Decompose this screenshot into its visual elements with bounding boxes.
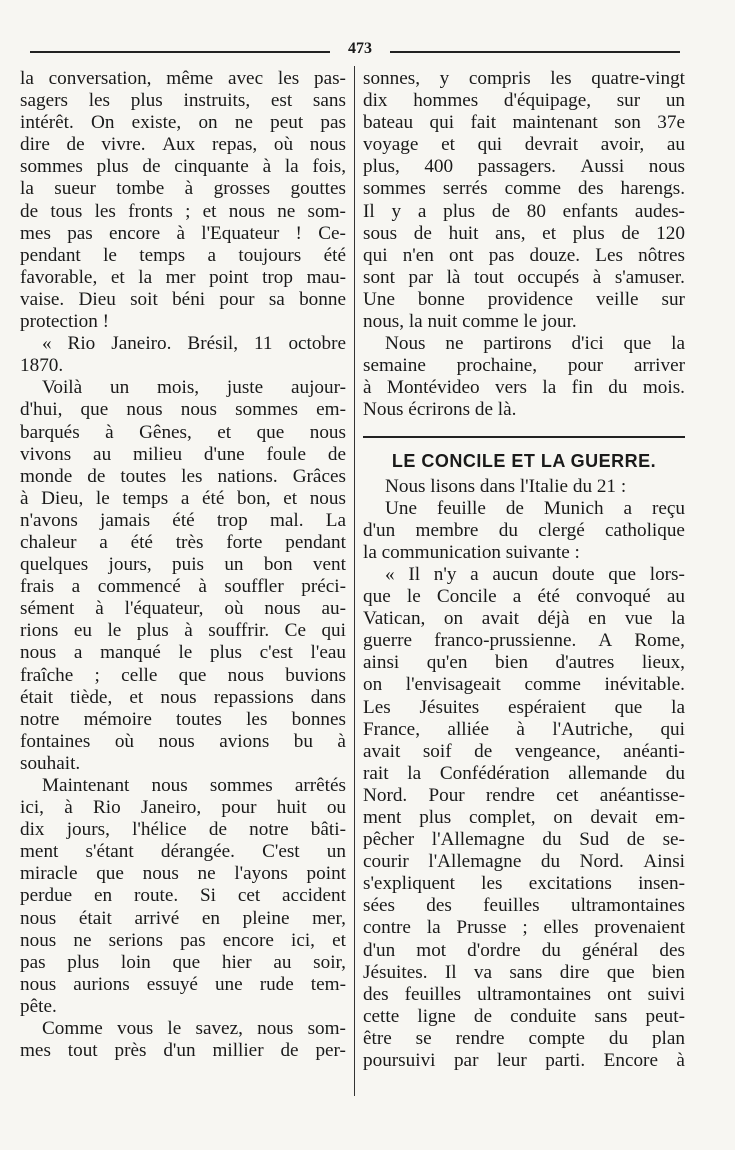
text-line: d'un mot d'ordre du général des	[363, 939, 685, 961]
text-line: poursuivi par leur parti. Encore à	[363, 1050, 685, 1072]
text-line: sous de huit ans, et plus de 120	[363, 222, 685, 244]
text-line: la conversation, même avec les pas-	[20, 68, 346, 89]
text-line: Une feuille de Munich a reçu	[385, 497, 685, 519]
text-line: était tiède, et nous repassions dans	[20, 686, 346, 708]
text-line: sées des feuilles ultramontaines	[363, 895, 685, 917]
text-line: n'avons jamais été trop mal. La	[20, 509, 346, 531]
text-line: sommes plus de cinquante à la fois,	[20, 156, 346, 178]
text-line: pendant le temps a toujours été	[20, 244, 346, 266]
text-line: protection !	[20, 311, 109, 333]
text-line: à Dieu, le temps a été bon, et nous	[20, 487, 346, 509]
text-line: voyage et qui devrait avoir, au	[363, 134, 685, 156]
page-number: 473	[348, 40, 372, 57]
column-divider	[354, 66, 355, 1096]
text-line: contre la Prusse ; elles provenaient	[363, 917, 685, 939]
text-line: Nous écrirons de là.	[363, 399, 517, 421]
text-line: nous aurions essuyé une rude tem-	[20, 973, 346, 995]
text-line: ainsi qu'en bien d'autres lieux,	[363, 652, 685, 674]
text-line: Il y a plus de 80 enfants audes-	[363, 200, 685, 222]
text-line: dix hommes d'équipage, sur un	[363, 90, 685, 112]
text-line: ment s'étant dérangée. C'est un	[20, 841, 346, 863]
text-line: Nord. Pour rendre cet anéantisse-	[363, 784, 685, 806]
text-line: dire de vivre. Aux repas, où nous	[20, 134, 346, 156]
text-line: « Il n'y a aucun doute que lors-	[385, 563, 685, 585]
text-line: sommes serrés comme des harengs.	[363, 178, 685, 200]
text-line: 1870.	[20, 355, 64, 377]
text-line: sonnes, y compris les quatre-vingt	[363, 68, 685, 89]
text-line: monde de toutes les nations. Grâces	[20, 465, 346, 487]
text-line: pêcher l'Allemagne du Sud de se-	[363, 829, 685, 851]
right-column-article	[363, 476, 685, 1073]
text-line: plus, 400 passagers. Aussi nous	[363, 156, 685, 178]
text-line: Une bonne providence veille sur	[363, 288, 685, 310]
text-line: mes tout près d'un millier de per-	[20, 1040, 346, 1062]
text-line: barqués à Gênes, et que nous	[20, 421, 346, 443]
text-line: des feuilles ultramontaines ont suivi	[363, 983, 685, 1005]
text-line: s'expliquent les excitations insen-	[363, 873, 685, 895]
text-line: favorable, et la mer point trop mau-	[20, 266, 346, 288]
text-line: mes pas encore à l'Equateur ! Ce-	[20, 222, 346, 244]
text-line: Nous ne partirons d'ici que la	[385, 333, 685, 355]
text-line: cette ligne de conduite sans peut-	[363, 1005, 685, 1027]
article-heading: LE CONCILE ET LA GUERRE.	[363, 436, 685, 472]
text-line: on l'envisageait comme inévitable.	[363, 674, 685, 696]
text-line: d'hui, que nous nous sommes em-	[20, 399, 346, 421]
text-line: ment plus complet, on devait em-	[363, 807, 685, 828]
text-line: nous, la nuit comme le jour.	[363, 311, 577, 333]
text-line: vivons au milieu d'une foule de	[20, 443, 346, 465]
text-line: la communication suivante :	[363, 541, 580, 563]
text-line: chaleur a été très forte pendant	[20, 531, 346, 553]
left-column	[20, 68, 346, 1062]
text-line: d'un membre du clergé catholique	[363, 519, 685, 541]
text-line: quelques jours, puis un bon vent	[20, 554, 346, 576]
text-line: souhait.	[20, 752, 81, 774]
page-header	[30, 40, 680, 60]
text-line: sagers les plus instruits, est sans	[20, 90, 346, 112]
text-line: Nous lisons dans l'Italie du 21 :	[385, 475, 627, 497]
text-line: pête.	[20, 995, 57, 1017]
text-line: perdue en route. Si cet accident	[20, 885, 346, 907]
text-line: nous était arrivé en pleine mer,	[20, 907, 346, 929]
text-line: miracle que nous ne l'ayons point	[20, 863, 346, 885]
text-line: sont par là tout occupés à s'amuser.	[363, 266, 685, 288]
text-line: notre mémoire toutes les bonnes	[20, 708, 346, 730]
header-rule-left	[30, 51, 330, 53]
text-line: à Montévideo vers la fin du mois.	[363, 377, 685, 399]
text-line: intérêt. On existe, on ne peut pas	[20, 112, 346, 134]
text-line: bateau qui fait maintenant son 37e	[363, 112, 685, 134]
text-line: la sueur tombe à grosses gouttes	[20, 178, 346, 200]
text-line: Vatican, on avait déjà en vue la	[363, 608, 685, 630]
right-column-letter-end	[363, 68, 685, 422]
text-line: dix jours, l'hélice de notre bâti-	[20, 819, 346, 841]
text-line: être se rendre compte du plan	[363, 1027, 685, 1049]
text-line: Voilà un mois, juste aujour-	[42, 377, 346, 399]
text-line: rions eu le plus à souffrir. Ce qui	[20, 620, 346, 642]
text-line: France, alliée à l'Autriche, qui	[363, 718, 685, 740]
text-line: pas plus loin que hier au soir,	[20, 951, 346, 973]
text-line: ici, à Rio Janeiro, pour huit ou	[20, 797, 346, 819]
text-line: qui n'en ont pas douze. Les nôtres	[363, 244, 685, 266]
text-line: Maintenant nous sommes arrêtés	[42, 775, 346, 796]
text-line: avait soif de vengeance, anéanti-	[363, 740, 685, 762]
text-line: nous ne serions pas encore ici, et	[20, 929, 346, 951]
text-line: fontaines où nous avions bu à	[20, 730, 346, 752]
text-line: rait la Confédération allemande du	[363, 762, 685, 784]
text-line: fraîche ; celle que nous buvions	[20, 664, 346, 686]
text-line: que le Concile a été convoqué au	[363, 586, 685, 608]
text-line: Jésuites. Il va sans dire que bien	[363, 961, 685, 983]
header-rule-right	[390, 51, 680, 53]
text-line: de tous les fronts ; et nous ne som-	[20, 200, 346, 222]
text-line: frais a commencé à souffler préci-	[20, 576, 346, 598]
text-line: guerre franco-prussienne. A Rome,	[363, 630, 685, 652]
text-line: nous a manqué le plus c'est l'eau	[20, 642, 346, 664]
text-line: « Rio Janeiro. Brésil, 11 octobre	[42, 333, 346, 355]
text-line: sément à l'équateur, où nous au-	[20, 598, 346, 620]
text-line: Les Jésuites espéraient que la	[363, 696, 685, 718]
right-column	[363, 68, 685, 1072]
text-line: Comme vous le savez, nous som-	[42, 1018, 346, 1040]
text-line: semaine prochaine, pour arriver	[363, 355, 685, 377]
text-line: courir l'Allemagne du Nord. Ainsi	[363, 851, 685, 873]
text-line: vaise. Dieu soit béni pour sa bonne	[20, 288, 346, 310]
